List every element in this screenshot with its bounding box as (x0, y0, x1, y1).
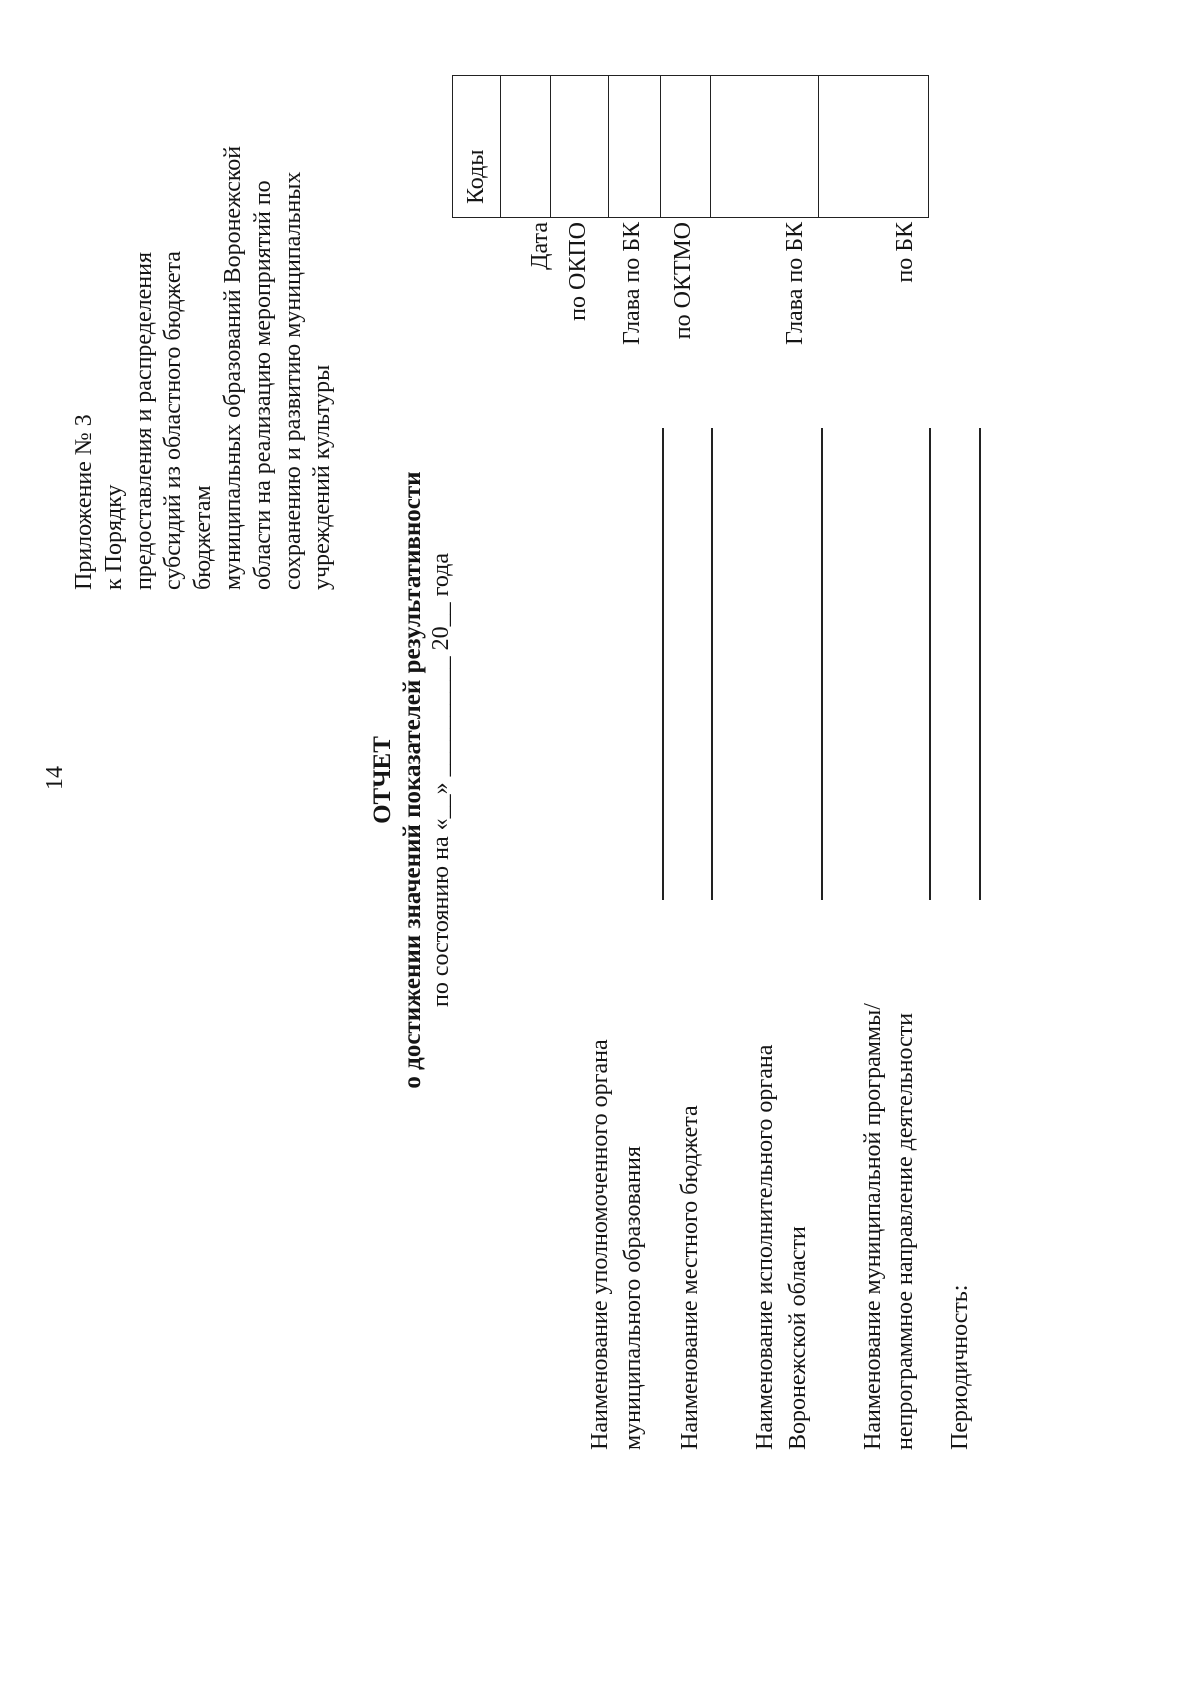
codes-cell-date (501, 76, 551, 218)
periodicity-label: Периодичность: (947, 1284, 973, 1450)
executive-body-label: Воронежской области (785, 1226, 811, 1450)
appendix-line: Приложение № 3 (71, 414, 97, 590)
report-subtitle: о достижении значений показателей результативности (399, 471, 426, 1089)
code-value-cell (661, 76, 711, 218)
codes-header: Коды (453, 76, 501, 218)
appendix-line: к Порядку (100, 484, 127, 590)
appendix-line: сохранению и развитию муниципальных (279, 171, 306, 590)
municipal-program-label: Наименование муниципальной программы/ (860, 1003, 886, 1450)
appendix-line: предоставления и распределения (130, 252, 157, 590)
code-value-cell (819, 76, 929, 218)
code-value-cell (711, 76, 819, 218)
periodicity-fill-line (979, 428, 981, 900)
authorized-body-label: Наименование уполномоченного органа (587, 1039, 613, 1450)
code-label-date: Дата (527, 222, 553, 270)
code-value-cell (551, 76, 609, 218)
codes-table (452, 75, 929, 218)
code-label-chapter-bk: Глава по БК (619, 222, 645, 345)
page-number: 14 (42, 766, 68, 790)
codes-cell-chapter-bk (711, 76, 819, 218)
appendix-line: учреждений культуры (309, 364, 336, 590)
codes-cell-okpo (551, 76, 609, 218)
appendix-reference (70, 146, 338, 590)
appendix-line: субсидий из областного бюджета (160, 251, 187, 590)
local-budget-fill-line (711, 428, 713, 900)
municipal-program-fill-line (929, 428, 931, 900)
appendix-line: муниципальных образований Воронежской (219, 145, 246, 590)
municipal-program-label: непрограммное направление деятельности (892, 1012, 918, 1450)
local-budget-label: Наименование местного бюджета (677, 1105, 703, 1450)
code-label-oktmo: по ОКТМО (670, 222, 696, 340)
code-label-chapter-bk: Глава по БК (782, 222, 808, 345)
codes-cell-chapter-bk (609, 76, 661, 218)
code-value-cell (501, 76, 551, 218)
executive-body-fill-line (821, 428, 823, 900)
code-label-bk: по БК (892, 222, 918, 283)
executive-body-label: Наименование исполнительного органа (752, 1044, 778, 1450)
code-label-okpo: по ОКПО (565, 222, 591, 321)
authorized-body-label: муниципального образования (620, 1146, 646, 1450)
authorized-body-fill-line (662, 428, 664, 900)
report-date-line: по состоянию на «__» __________ 20__ года (428, 552, 454, 1008)
appendix-line: бюджетам (190, 485, 217, 590)
code-value-cell (609, 76, 661, 218)
codes-header-row (453, 76, 501, 218)
report-title: ОТЧЕТ (369, 736, 396, 824)
appendix-line: области на реализацию мероприятий по (249, 180, 276, 590)
codes-cell-bk (819, 76, 929, 218)
codes-cell-oktmo (661, 76, 711, 218)
